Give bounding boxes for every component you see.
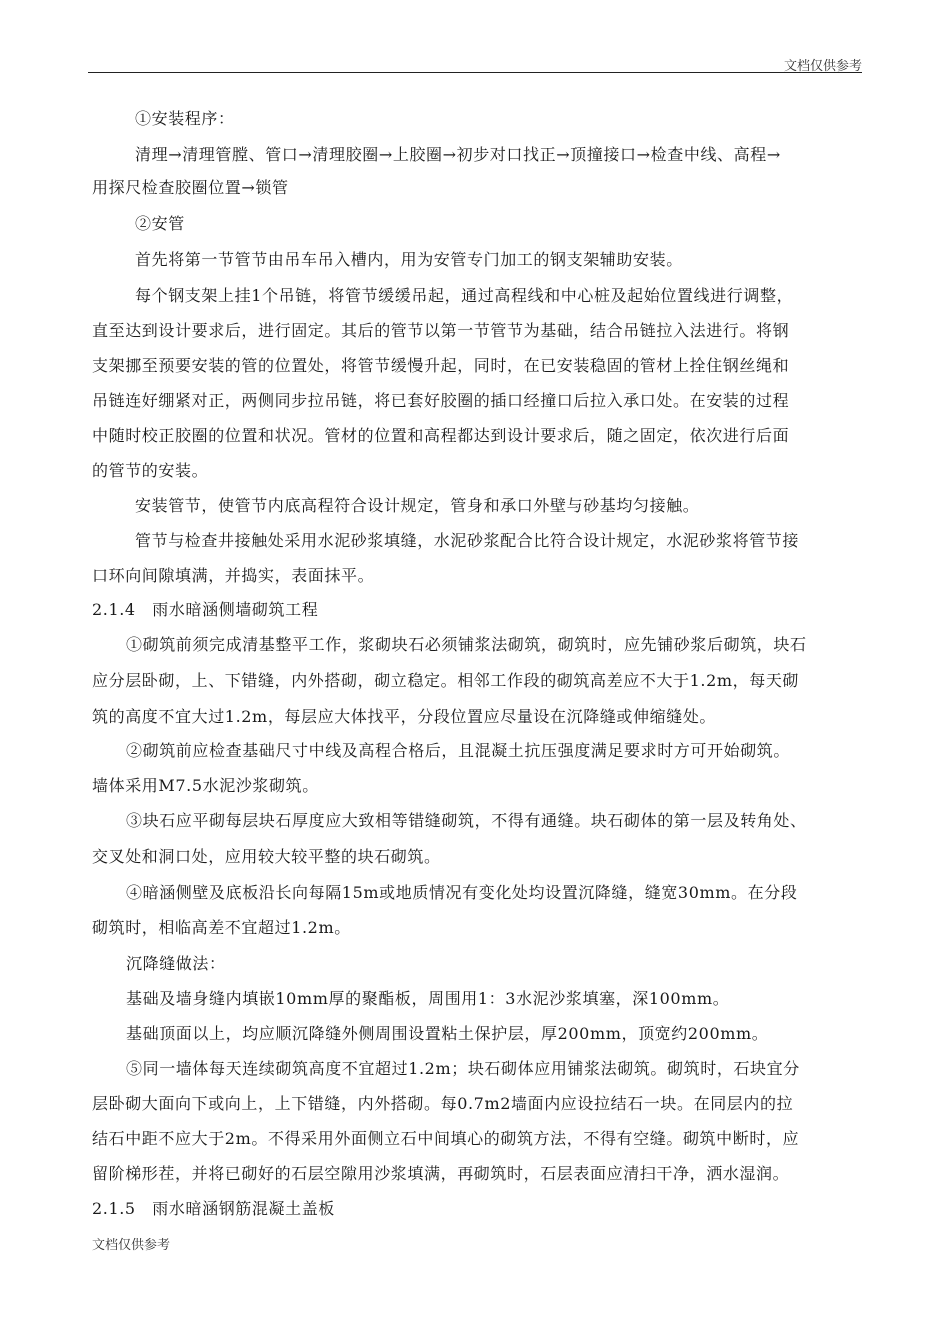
text-line: 每个钢支架上挂1个吊链，将管节缓缓吊起，通过高程线和中心桩及起始位置线进行调整，: [135, 286, 794, 305]
text-line: 应分层卧砌，上、下错缝，内外搭砌，砌立稳定。相邻工作段的砌筑高差应不大于1.2m，每天砌: [92, 671, 800, 690]
text-line: ⑤同一墙体每天连续砌筑高度不宜超过1.2m；块石砌体应用铺浆法砌筑。砌筑时，石块宜分: [126, 1059, 800, 1078]
text-line: 支架挪至预要安装的管的位置处，将管节缓慢升起，同时，在已安装稳固的管材上拴住钢丝绳和: [92, 356, 790, 375]
text-line: 筑的高度不宜大过1.2m，每层应大体找平，分段位置应尽量设在沉降缝或伸缩缝处。: [92, 707, 717, 726]
text-line: 沉降缝做法：: [126, 954, 226, 973]
section-heading: 2.1.4 雨水暗涵侧墙砌筑工程: [92, 600, 319, 619]
text-line: 吊链连好绷紧对正，两侧同步拉吊链，将已套好胶圈的插口经撞口后拉入承口处。在安装的过程: [92, 391, 790, 410]
text-line: ①安装程序：: [135, 109, 235, 128]
text-line: 的管节的安装。: [92, 461, 209, 480]
text-line: 基础及墙身缝内填嵌10mm厚的聚酯板，周围用1：3水泥沙浆填塞，深100mm。: [126, 989, 730, 1008]
text-line: 砌筑时，相临高差不宜超过1.2m。: [92, 918, 351, 937]
page-footer: 文档仅供参考: [92, 1238, 171, 1253]
text-line: 结石中距不应大于2m。不得采用外面侧立石中间填心的砌筑方法，不得有空缝。砌筑中断时，应: [92, 1129, 800, 1148]
text-line: 管节与检查井接触处采用水泥砂浆填缝，水泥砂浆配合比符合设计规定，水泥砂浆将管节接: [135, 531, 800, 550]
header-rule: [88, 72, 862, 73]
text-line: 留阶梯形茬，并将已砌好的石层空隙用沙浆填满，再砌筑时，石层表面应清扫干净，洒水湿润。: [92, 1164, 790, 1183]
text-line: ④暗涵侧壁及底板沿长向每隔15m或地质情况有变化处均设置沉降缝，缝宽30mm。在分段: [126, 883, 798, 902]
text-line: 层卧砌大面向下或向上，上下错缝，内外搭砌。每0.7m2墙面内应设拉结石一块。在同层内的拉: [92, 1094, 794, 1113]
text-line: 基础顶面以上，均应顺沉降缝外侧周围设置粘土保护层，厚200mm，顶宽约200mm。: [126, 1024, 769, 1043]
text-line: 用探尺检查胶圈位置→锁管: [92, 178, 289, 197]
text-line: 清理→清理管膛、管口→清理胶圈→上胶圈→初步对口找正→顶撞接口→检查中线、高程→: [135, 145, 781, 164]
text-line: 直至达到设计要求后，进行固定。其后的管节以第一节管节为基础，结合吊链拉入法进行。将钢: [92, 321, 790, 340]
text-line: ①砌筑前须完成清基整平工作，浆砌块石必须铺浆法砌筑，砌筑时，应先铺砂浆后砌筑，块石: [126, 635, 807, 654]
text-line: 交叉处和洞口处，应用较大较平整的块石砌筑。: [92, 847, 441, 866]
text-line: 首先将第一节管节由吊车吊入槽内，用为安管专门加工的钢支架辅助安装。: [135, 250, 683, 269]
page-header: 文档仅供参考: [783, 59, 862, 74]
text-line: ②砌筑前应检查基础尺寸中线及高程合格后，且混凝土抗压强度满足要求时方可开始砌筑。: [126, 741, 791, 760]
text-line: 安装管节，使管节内底高程符合设计规定，管身和承口外壁与砂基均匀接触。: [135, 496, 700, 515]
text-line: 中随时校正胶圈的位置和状况。管材的位置和高程都达到设计要求后，随之固定，依次进行后面: [92, 426, 790, 445]
text-line: ②安管: [135, 214, 185, 233]
text-line: ③块石应平砌每层块石厚度应大致相等错缝砌筑，不得有通缝。块石砌体的第一层及转角处、: [126, 811, 807, 830]
text-line: 口环向间隙填满，并捣实，表面抹平。: [92, 566, 375, 585]
section-heading: 2.1.5 雨水暗涵钢筋混凝土盖板: [92, 1199, 335, 1218]
text-line: 墙体采用M7.5水泥沙浆砌筑。: [92, 776, 319, 795]
